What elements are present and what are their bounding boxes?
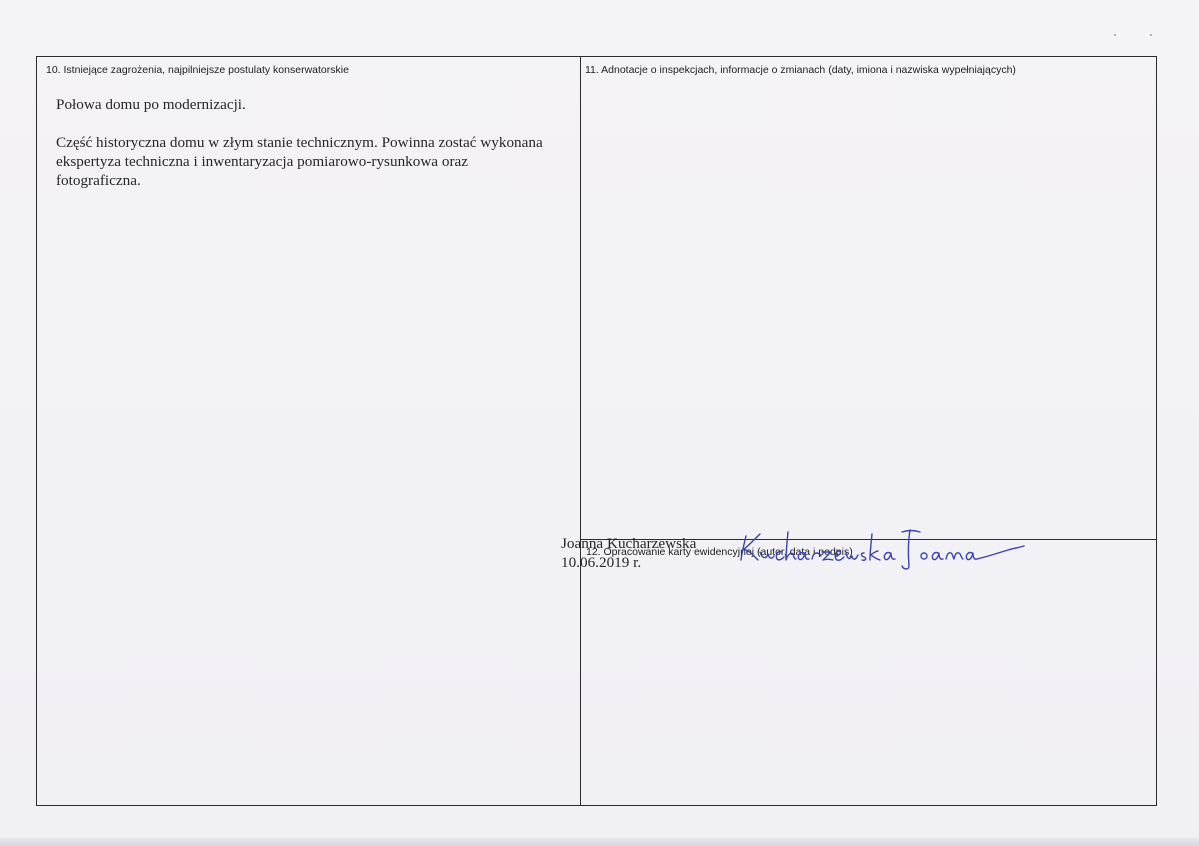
handwritten-signature — [736, 522, 1026, 570]
author-name: Joanna Kucharzewska — [561, 535, 697, 552]
section-12-label: 12. Opracowanie karty ewidencyjnej (autor, data i podpis) — [586, 546, 853, 558]
column-divider — [580, 57, 581, 805]
section-10-paragraph-2: Część historyczna domu w złym stanie technicznym. Powinna zostać wykonana ekspertyza techniczna i inwentaryzacja pomiarowo-rysunkowa oraz fotograficzna. — [56, 134, 543, 189]
author-date: 10.06.2019 r. — [561, 554, 642, 571]
section-10-label: 10. Istniejące zagrożenia, najpilniejsze postulaty konserwatorskie — [46, 64, 349, 76]
author-block — [561, 534, 696, 572]
section-11-label: 11. Adnotacje o inspekcjach, informacje o zmianach (daty, imiona i nazwiska wypełniających) — [585, 64, 1016, 76]
dust-speck — [1150, 34, 1152, 36]
form-grid — [36, 56, 1157, 806]
section-10-content — [56, 95, 556, 190]
section-10-paragraph-1: Połowa domu po modernizacji. — [56, 96, 246, 113]
paper-bottom-edge — [0, 838, 1199, 846]
dust-speck — [1114, 34, 1116, 36]
